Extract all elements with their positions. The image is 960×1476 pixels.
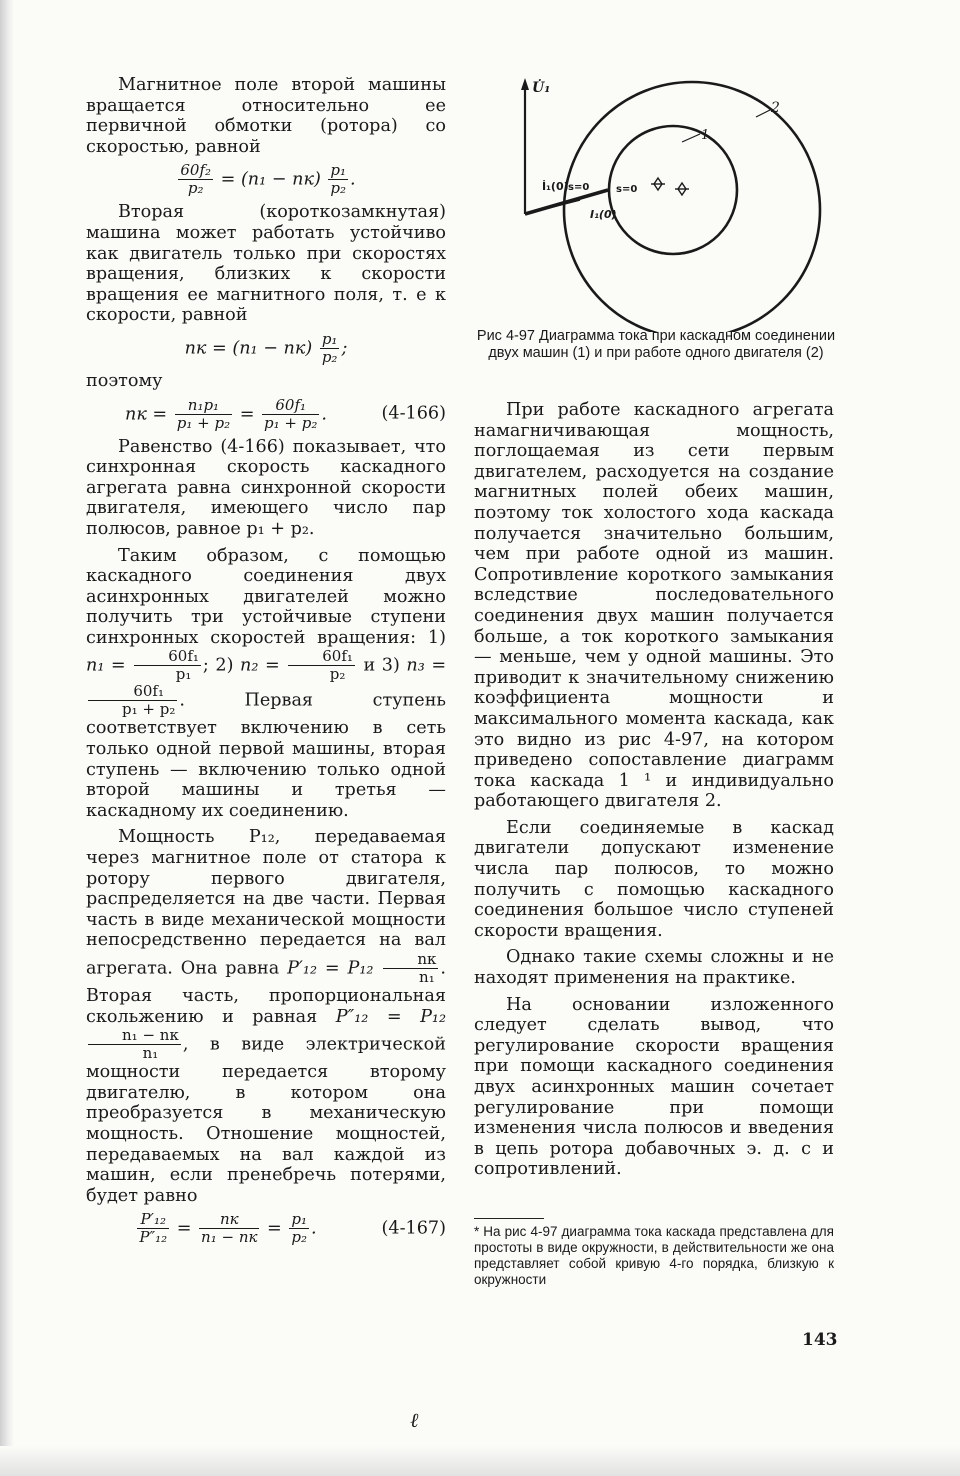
frac-den: n₁ [419,968,435,986]
frac-num: n₁ − nк [88,1027,181,1045]
formula-part: = [176,1218,192,1239]
label-u1: U̇₁ [532,80,551,96]
formula-part: nк = [125,404,168,425]
current-diagram-figure [518,72,838,332]
paragraph: Магнитное поле второй машины вращается относительно ее первичной обмотки (ротора) со скоростью, равной [86,75,446,157]
text-run: ; 2) [202,655,234,676]
frac-den: p₂ [291,1228,308,1247]
text-run: . Первая ступень соответствует включению в сеть только одной первой машины, вторая ступень — включению только одной второй машины и третья — каскадному их соединению. [86,690,446,821]
paragraph: Равенство (4-166) показывает, что синхронная скорость каскадного агрегата равна синхронной скорости двигателя, имеющего число пар полюсов, равное p₁ + p₂. [86,436,446,539]
paragraph: Если соединяемые в каскад двигатели допускают изменение числа пар полюсов, то можно получить с помощью каскадного соединения большое число ступеней скорости вращения. [474,817,834,941]
formula-4-167 [86,1211,446,1246]
frac-num: nк [199,1211,259,1229]
formula-part: P″₁₂ = P₁₂ [335,1006,447,1027]
formula-part: n₃ = [406,655,447,676]
frac-den: p₁ + p₂ [122,700,176,719]
text-run: Таким образом, с помощью каскадного соединения двух асинхронных двигателей можно получить три устойчивые ступени синхронных скоростей вращения: 1) [86,545,446,648]
right-column [474,400,834,1180]
label-curve-1: 1 [701,128,710,143]
frac-den: p₂ [321,347,338,366]
formula-part: n₁ = [86,655,126,676]
frac-den: p₁ [175,665,192,684]
formula-part: ; [341,338,348,359]
formula-part: = (n₁ − nк) [220,169,321,190]
formula-part: = [267,1218,282,1239]
formula-part: . [321,404,327,425]
formula-part: = [239,404,255,425]
text-run: Мощность P₁₂, передаваемая через магнитное поле от статора к ротору первого двигателя, распределяется на две части. Первая часть в виде механической мощности непосредственно передается на вал агрегата. Она равна [86,827,446,979]
figure-caption: Рис 4-97 Диаграмма тока при каскадном соединении двух машин (1) и при работе одного двигателя (2) [476,328,836,361]
frac-den: p₁ + p₂ [264,413,318,432]
equation-number: (4-167) [381,1218,446,1239]
formula-part: n₂ = [240,655,280,676]
frac-num: 60f₁ [134,648,201,666]
paragraph: На основании изложенного следует сделать вывод, что регулирование скорости вращения при помощи каскадного соединения двух асинхронных машин сочетает регулирование при помощи изменения числа полюсов и введения в цепь ротора добавочных э. д. с и сопротивлений. [474,994,834,1180]
formula-part: P′₁₂ = P₁₂ [287,958,374,979]
frac-num: P′₁₂ [137,1211,169,1229]
frac-den: p₂ [330,179,347,198]
centre-marker-1 [651,178,665,190]
scan-edge [0,0,14,1476]
paragraph [86,827,446,1206]
frac-den: p₂ [187,179,204,198]
page-number: 143 [802,1330,838,1350]
frac-den: n₁ [142,1044,159,1063]
label-s-left: s=0 [568,182,590,193]
voltage-arrowhead [521,78,529,90]
paragraph: Однако такие схемы сложны и не находят применения на практике. [474,947,834,989]
formula-speed-second-machine [86,162,446,197]
frac-den: p₂ [329,665,346,684]
left-column [86,75,446,1251]
frac-num: p₁ [330,161,347,180]
label-i1: I₁(0) [590,208,617,221]
frac-num: 60f₁ [288,648,355,666]
equation-number: (4-166) [381,403,446,424]
label-s-right: s=0 [616,184,638,195]
formula-part: . [350,169,356,190]
frac-den: n₁ − nк [201,1228,258,1247]
paragraph: При работе каскадного агрегата намагничивающая мощность, поглощаемая из сети первым двигателем, расходуется на создание магнитных полей обеих машин, поэтому ток холостого хода каскада получается значительно большим, чем при работе одной из машин. Сопротивление короткого замыкания вследствие последовательного соединения двух машин получается больше, а ток короткого замыкания — меньше, чем у одной машины. Это приводит к значительному снижению коэффициента мощности и максимального момента каскада, как это видно из рис 4-97, на котором приведено сопоставление диаграмм тока каскада 1 ¹ и индивидуально работающего двигателя 2. [474,400,834,812]
paragraph: Вторая (короткозамкнутая) машина может работать устойчиво как двигатель только при скоростях вращения, близких к скорости вращения ее магнитного поля, т. е к скорости, равной [86,202,446,326]
bottom-mark: ℓ [410,1408,419,1432]
frac-den: p₁ + p₂ [176,413,231,432]
frac-num: 60f₁ [262,397,319,415]
paragraph [86,546,446,822]
frac-num: nк [383,951,438,969]
text-run: . Вторая часть, пропорциональная скольжению и равная [86,958,447,1027]
text-run: , в виде электрической мощности передается второму двигателю, в котором она преобразуется в механическую мощность. Отношение мощностей, передаваемых на вал каждой из машин, если пренебречь потерями, будет равно [86,1034,446,1206]
formula-part: . [311,1218,317,1239]
leader-curve-1 [682,134,700,142]
centre-marker-2 [675,183,689,195]
frac-num: 60f₁ [88,683,177,701]
frac-den: P″₁₂ [139,1228,168,1247]
frac-num: 60f₂ [180,161,212,180]
paragraph: поэтому [86,370,163,391]
frac-num: p₁ [291,1210,308,1229]
text-run: и 3) [363,655,400,676]
footnote: * На рис 4-97 диаграмма тока каскада представлена для простоты в виде окружности, в действительности же она представляет собой кривую 4-го порядка, близкую к окружности [474,1224,834,1287]
frac-num: n₁p₁ [175,397,232,415]
circle-curve-2 [564,82,820,332]
formula-part: nк = (n₁ − nк) [184,338,313,359]
label-curve-2: 2 [771,100,780,116]
frac-num: p₁ [321,329,338,348]
current-vector-2 [525,200,580,214]
formula-nk [86,331,446,366]
formula-4-166 [86,397,446,432]
footnote-rule [474,1218,544,1219]
leader-curve-2 [756,110,770,117]
label-i1-dot: İ₁(0) [542,180,569,193]
scan-bottom-edge [0,1446,960,1476]
